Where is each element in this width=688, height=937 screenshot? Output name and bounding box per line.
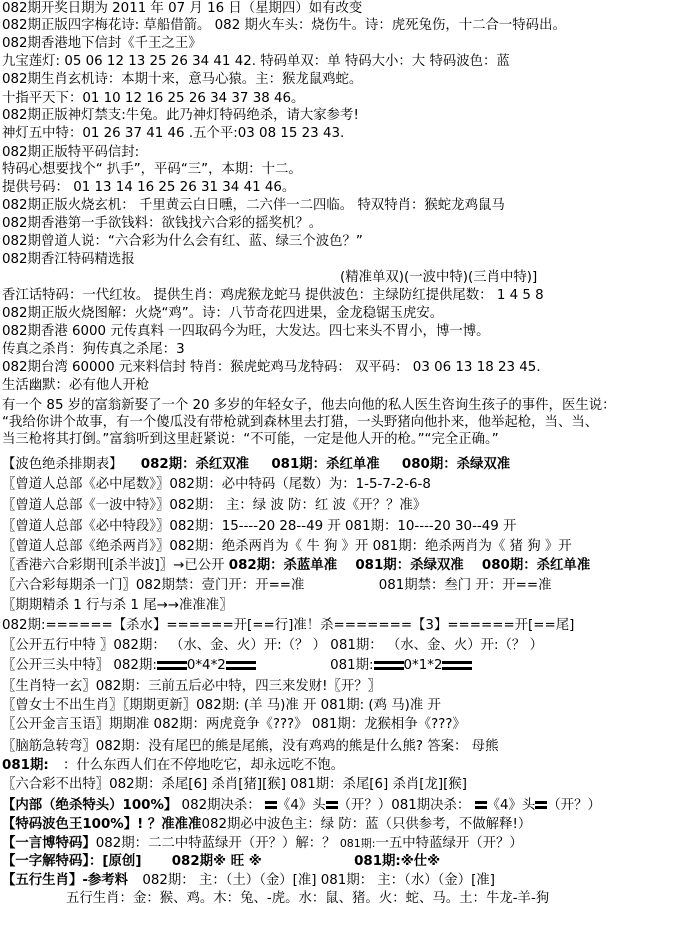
one-word-bet-081: 一五中特蓝绿开（开？） <box>375 836 523 851</box>
plum-poem-line: 082期正版四字梅花诗: 草船借箭。 082 期火车头：烧伤牛。诗：虎死兔伤，十二合一特码出。 <box>2 18 566 33</box>
inner-kill-081-status: （开？） <box>547 798 601 813</box>
color-kill-title: 【波色绝杀排期表】 <box>2 457 123 472</box>
three-heads-line <box>2 657 472 674</box>
equals-bar-icon <box>226 661 256 670</box>
five-element-zodiac-title: 【五行生肖】-参考料 <box>2 873 129 888</box>
three-heads-081-value: 0*1*2 <box>403 658 443 673</box>
xiangjiang-detail-line: 香江话特码：一代红妆。 提供生肖：鸡虎猴龙蛇马 提供波色：主绿防红提供尾数： 1 4 5 8 <box>2 288 544 303</box>
envelope-heading-line: 082期正版特平码信封: <box>2 145 140 160</box>
inner-kill-title: 【内部（绝杀特头）100%】 <box>2 798 178 813</box>
pickpocket-line: 特码心想要找个“ 扒手”，平码“三”，本期：十二。 <box>2 162 302 177</box>
color-kill-081: 081期：杀红单准 <box>271 457 380 472</box>
kill-gate-081: 081期禁：叁门 开：开==准 <box>378 578 552 593</box>
provided-numbers-line: 提供号码： 01 13 14 16 25 26 31 34 41 46。 <box>2 180 296 195</box>
taiwan-envelope-line: 082期台湾 60000 元来料信封 特肖：猴虎蛇鸡马龙特码： 双平码： 03 06 13 18 23 45. <box>2 360 541 375</box>
hk-envelope-line: 082期香港地下信封《千王之王》 <box>2 36 202 51</box>
five-element-mapping-line: 五行生肖：金：猴、鸡。木：兔、-虎。水：鼠、猪。火：蛇、马。土：牛龙-羊-狗 <box>66 891 550 906</box>
one-char-title: 【一字解特码】：[原创] <box>2 854 142 869</box>
half-wave-080: 080期：杀红单准 <box>481 558 591 573</box>
kill-gate-082: 〖六合彩每期杀一门〗082期禁：壹门开：开==准 <box>2 578 305 593</box>
three-heads-082-value: 0*4*2 <box>186 658 226 673</box>
draw-date-line: 082期开奖日期为 2011 年 07 月 16 日（星期四）如有改变 <box>2 1 363 16</box>
special-segment-line: 〖曾道人总部《必中特段》〗082期：15----20 28--49 开 081期：10----20 30--49 开 <box>2 519 517 534</box>
equals-bar-icon <box>442 661 472 670</box>
wave-king-title: 【特码波色王100%】! ？准准准 <box>2 817 202 832</box>
five-element-zodiac-text: 082期： 主：（土）（金）[准] 081期： 主：（水）（金）[准] <box>142 873 495 888</box>
brain-teaser-line: 〖脑筋急转弯〗082期：没有尾巴的熊是尾熊，没有鸡鸡的熊是什么熊? 答案： 母熊 <box>2 739 499 754</box>
teaser-081-label: 081期: <box>2 758 49 773</box>
five-element-zodiac-line <box>2 872 495 889</box>
one-word-bet-081-label: 081期: <box>339 837 376 850</box>
precision-tags-line: (精准单双)(一波中特)(三肖中特)] <box>340 270 538 285</box>
tseng-says-line: 082期曾道人说：“六合彩为什么会有红、蓝、绿三个波色？” <box>2 234 363 249</box>
zodiac-poem-line: 082期生肖玄机诗：本期十来，意马心猿。主：猴龙鼠鸡蛇。 <box>2 72 363 87</box>
teaser-081-line <box>2 757 344 774</box>
equals-bar-icon <box>535 801 547 809</box>
teaser-081-question: ：什么东西人们在不停地吃它，却永远吃不饱。 <box>62 758 345 773</box>
tail-number-line: 〖曾道人总部《必中尾数》〗082期：必中特码（尾数）为：1-5-7-2-6-8 <box>2 477 431 492</box>
no-special-line: 〖六合彩不出特〗082期：杀尾[6] 杀肖[猪][猴] 081期：杀尾[6] 杀肖[龙][猴] <box>2 777 467 792</box>
equals-bar-icon <box>475 801 487 809</box>
inner-kill-head-line <box>2 797 601 814</box>
kill-element-line: 082期:======【杀水】======开[==行]准！杀=======【3】======开[==尾] <box>2 618 575 633</box>
inner-kill-082-label: 082期决杀： <box>181 798 261 813</box>
one-char-082: 082期※ 旺 ※ <box>171 854 262 869</box>
inner-kill-082-value: 《4》头 <box>276 798 326 813</box>
one-char-line <box>2 853 440 870</box>
five-elements-line: 〖公开五行中特 〗082期： （水、金、火）开:（？ ） 081期： （水、金、火）开:（？ ） <box>2 638 543 653</box>
color-kill-080: 080期：杀绿双准 <box>401 457 511 472</box>
humor-text-line-1: 有一个 85 岁的富翁新娶了一个 20 多岁的年轻女子，他去向他的私人医生咨询生孩子的事件，医生说： <box>2 398 616 413</box>
half-wave-081: 081期：杀绿双准 <box>355 558 464 573</box>
one-word-bet-title: 【一言博特码】 <box>2 836 96 851</box>
wave-king-line <box>2 816 531 833</box>
color-kill-082: 082期：杀红双准 <box>140 457 250 472</box>
humor-heading-line: 生活幽默：必有他人开枪 <box>2 378 150 393</box>
three-heads-081-label: 081期: <box>330 658 374 673</box>
half-wave-082: 082期：杀蓝单准 <box>228 558 338 573</box>
hk-fax-line: 082期香港 6000 元传真料 一四取码今为旺，大发达。四七来头不胃小，博一博。 <box>2 324 490 339</box>
zodiac-mystery-line: 〖生肖特一玄〗082期：三前五后必中特，四三来发财!〖开？〗 <box>2 679 382 694</box>
one-char-081: 081期:※仕※ <box>354 854 441 869</box>
equals-bar-icon <box>157 661 187 670</box>
three-heads-082-label: 〖公开三头中特〗 082期: <box>2 658 157 673</box>
lamp-five-line: 神灯五中特：01 26 37 41 46 .五个平:03 08 15 23 43. <box>2 126 345 141</box>
fire-riddle-line: 082期正版火烧玄机： 千里黄云白日曛，二六伴一二四临。 特双特肖：猴蛇龙鸡鼠马 <box>2 198 505 213</box>
lamp-ban-line: 082期正版神灯禁支:牛兔。此乃神灯特码绝杀，请大家参考! <box>2 108 359 123</box>
ten-fingers-line: 十指平天下：01 10 12 16 25 26 34 37 38 46。 <box>2 91 305 106</box>
equals-bar-icon <box>326 801 338 809</box>
fire-diagram-line: 082期正版火烧图解：火烧“鸡”。诗：八节奇花四进果，金龙稳锯玉虎安。 <box>2 306 444 321</box>
kill-element-heading: 〖期期精杀 1 行与杀 1 尾→→准准准〗 <box>2 598 233 613</box>
one-word-bet-line <box>2 835 523 852</box>
inner-kill-081-label: （开？）081期决杀： <box>337 798 471 813</box>
xiangjiang-heading-line: 082期香江特码精选报 <box>2 252 135 267</box>
wave-king-text: 082期必中波色主：绿 防：蓝（只供参考，不做解释!） <box>201 817 532 832</box>
equals-bar-icon <box>265 801 277 809</box>
hk-first-hand-line: 082期香港第一手欲钱料：欲钱找六合彩的摇奖机？。 <box>2 216 323 231</box>
ms-tseng-line: 〖曾女士不出生肖〗〖期期更新〗082期: (羊 马)准 开 081期: (鸡 马)准 开 <box>2 698 441 713</box>
humor-text-line-2: “我给你讲个故事，有一个傻瓜没有带枪就到森林里去打猎，一头野猪向他扑来，他举起枪，当、当、 <box>2 415 599 430</box>
one-wave-line: 〖曾道人总部《一波中特》〗082期： 主：绿 波 防：红 波《开？？准》 <box>2 498 427 513</box>
kill-one-gate-line <box>2 577 551 594</box>
half-wave-line <box>2 557 590 574</box>
kill-two-zodiac-line: 〖曾道人总部《绝杀两肖》〗082期：绝杀两肖为《 牛 狗 》开 081期：绝杀两肖为《 猪 狗 》开 <box>2 539 572 554</box>
equals-bar-icon <box>374 661 404 670</box>
one-word-bet-082: 082期：二二中特蓝绿开（开？）解：？ <box>95 836 340 851</box>
color-kill-table-line <box>2 456 510 473</box>
fax-kill-line: 传真之杀肖：狗传真之杀尾：3 <box>2 342 185 357</box>
golden-words-line: 〖公开金言玉语〗期期准 082期：两虎竟争《???》 081期：龙猴相争《???》 <box>2 717 466 732</box>
nine-lotus-line: 九宝莲灯: 05 06 12 13 25 26 34 41 42. 特码单双：单 特码大小：大 特码波色：蓝 <box>2 54 510 69</box>
humor-text-line-3: 当三枪将其打倒。”富翁听到这里赶紧说：“不可能，一定是他人开的枪。”“完全正确。” <box>2 432 499 447</box>
inner-kill-081-value: 《4》头 <box>486 798 536 813</box>
half-wave-title: 〖香港六合彩期刊[杀半波]〗→已公开 <box>2 558 225 573</box>
